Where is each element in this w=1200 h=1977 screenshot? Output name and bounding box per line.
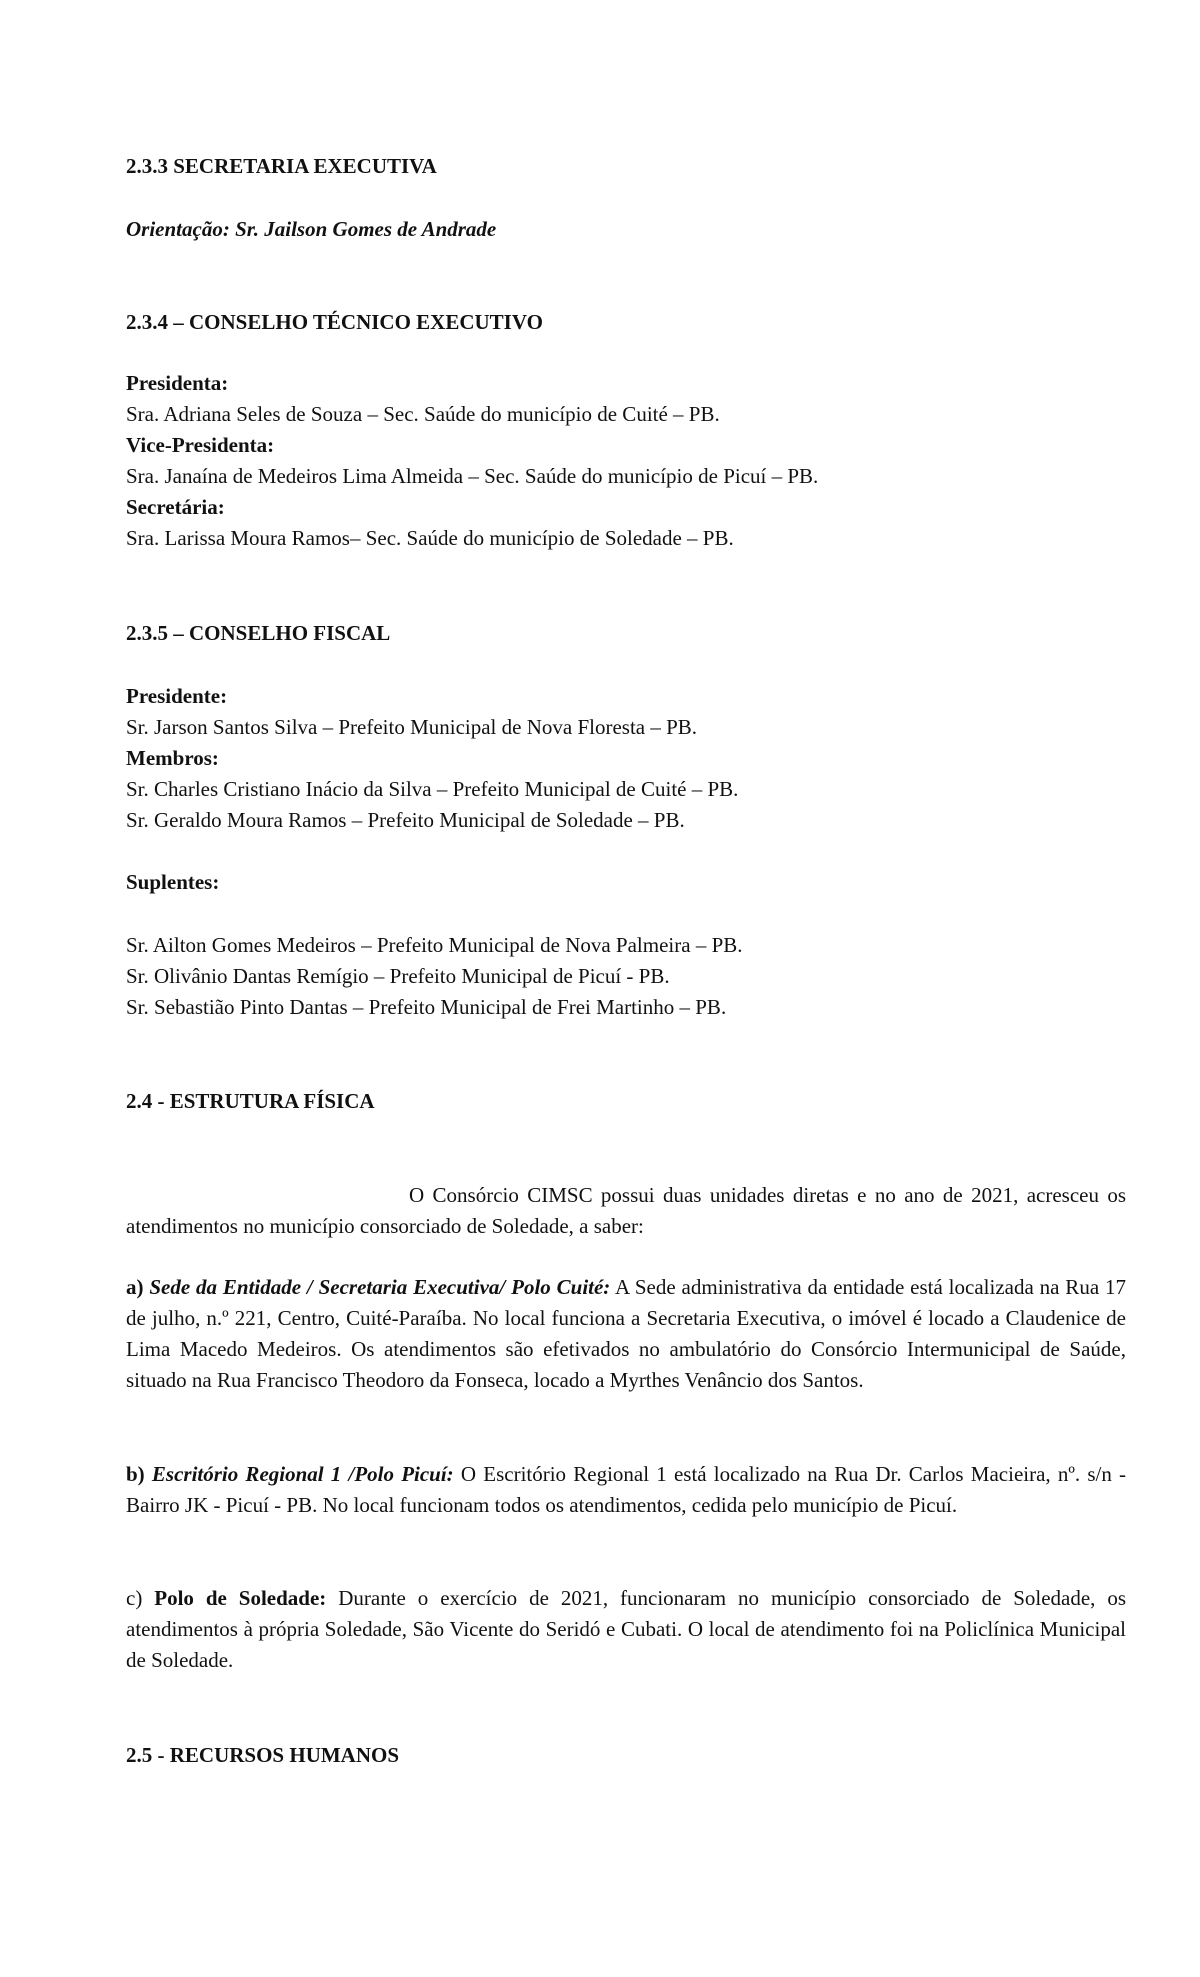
item-b-text: O Escritório Regional 1 está localizado na Rua Dr. Carlos Macieira, nº. s/n - Bairro JK - Picuí - PB. No local funcionam todos os atendimentos, cedida pelo município de Picuí. [126, 1462, 1127, 1517]
item-b-title: Escritório Regional 1 /Polo Picuí: [151, 1462, 454, 1486]
role-title: Secretária: [126, 495, 225, 519]
item-a-title: Sede da Entidade / Secretaria Executiva/ Polo Cuité: [149, 1275, 611, 1299]
role-title: Vice-Presidenta: [126, 433, 275, 457]
substitute: Sr. Olivânio Dantas Remígio – Prefeito Municipal de Picuí - PB. [126, 964, 670, 988]
substitutes-title: Suplentes: [126, 870, 220, 894]
role-person: Sra. Janaína de Medeiros Lima Almeida – Sec. Saúde do município de Picuí – PB. [126, 464, 819, 488]
item-b-label: b) [126, 1462, 145, 1486]
technical-council-list [126, 368, 1126, 554]
substitute: Sr. Ailton Gomes Medeiros – Prefeito Municipal de Nova Palmeira – PB. [126, 933, 743, 957]
item-b-paragraph [126, 1459, 1126, 1521]
section-heading-2-3-5: 2.3.5 – CONSELHO FISCAL [126, 621, 391, 645]
orientation-line: Orientação: Sr. Jailson Gomes de Andrade [126, 217, 497, 241]
item-a-paragraph [126, 1272, 1126, 1396]
member: Sr. Geraldo Moura Ramos – Prefeito Municipal de Soledade – PB. [126, 808, 685, 832]
section-heading-2-3-4: 2.3.4 – CONSELHO TÉCNICO EXECUTIVO [126, 310, 543, 334]
section-heading-2-3-3: 2.3.3 SECRETARIA EXECUTIVA [126, 154, 437, 178]
item-c-label: c) [126, 1586, 143, 1610]
role-title: Presidenta: [126, 371, 229, 395]
section-heading-2-4: 2.4 - ESTRUTURA FÍSICA [126, 1089, 375, 1113]
intro-paragraph: O Consórcio CIMSC possui duas unidades diretas e no ano de 2021, acresceu os atendimentos no município consorciado de Soledade, a saber: [126, 1183, 1126, 1238]
role-person: Sra. Adriana Seles de Souza – Sec. Saúde do município de Cuité – PB. [126, 402, 720, 426]
item-c-text: Durante o exercício de 2021, funcionaram no município consorciado de Soledade, os atendimentos à própria Soledade, São Vicente do Seridó e Cubati. O local de atendimento foi na Policlínica Municipal de Soledade. [126, 1586, 1127, 1672]
president-name: Sr. Jarson Santos Silva – Prefeito Municipal de Nova Floresta – PB. [126, 715, 698, 739]
substitute: Sr. Sebastião Pinto Dantas – Prefeito Municipal de Frei Martinho – PB. [126, 995, 727, 1019]
substitutes-list [126, 930, 1126, 1023]
item-a-text: A Sede administrativa da entidade está localizada na Rua 17 de julho, n.º 221, Centro, Cuité-Paraíba. No local funciona a Secretaria Executiva, o imóvel é locado a Claudenice de Lima Macedo Medeiros. Os atendimentos são efetivados no ambulatório do Consórcio Intermunicipal de Saúde, situado na Rua Francisco Theodoro da Fonseca, locado a Myrthes Venâncio dos Santos. [126, 1275, 1126, 1392]
section-heading-2-5: 2.5 - RECURSOS HUMANOS [126, 1743, 400, 1767]
fiscal-council-list [126, 681, 1126, 836]
member: Sr. Charles Cristiano Inácio da Silva – Prefeito Municipal de Cuité – PB. [126, 777, 739, 801]
role-person: Sra. Larissa Moura Ramos– Sec. Saúde do município de Soledade – PB. [126, 526, 734, 550]
item-c-title: Polo de Soledade: [154, 1586, 327, 1610]
item-c-paragraph [126, 1583, 1126, 1676]
members-title: Membros: [126, 746, 219, 770]
item-a-label: a) [126, 1275, 144, 1299]
president-title: Presidente: [126, 684, 228, 708]
